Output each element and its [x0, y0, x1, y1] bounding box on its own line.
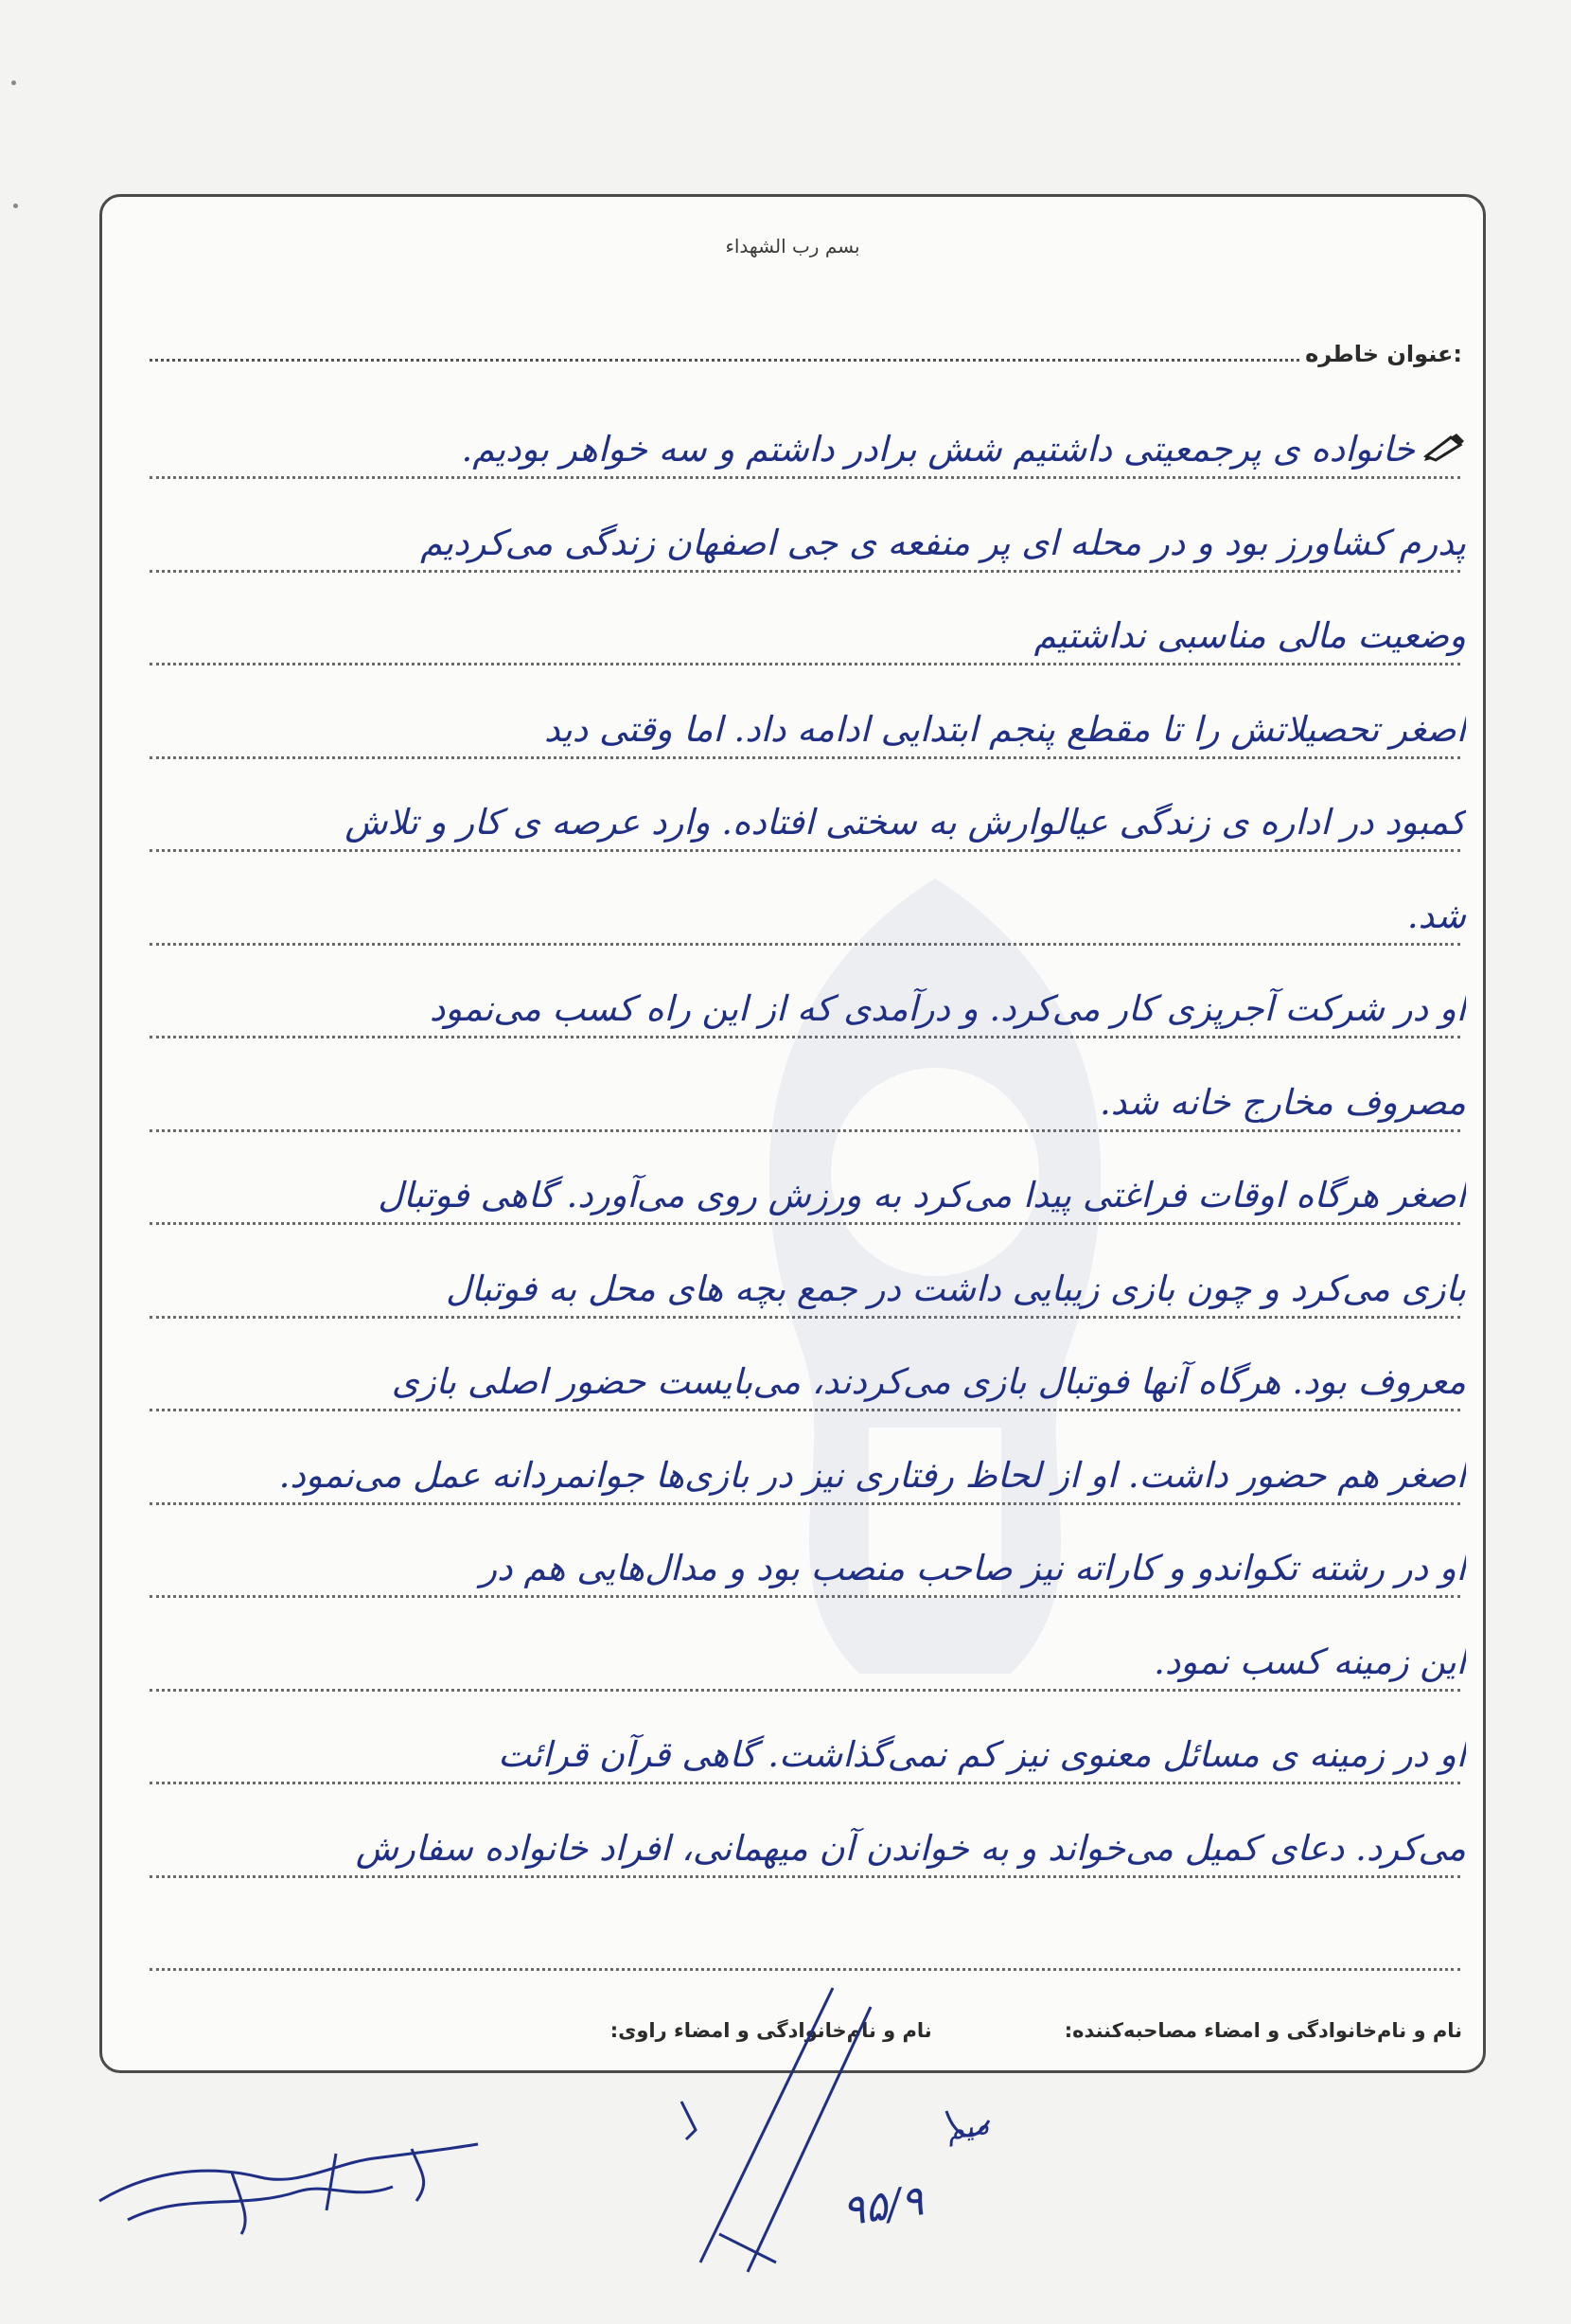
handwritten-line: او در زمینه ی مسائل معنوی نیز کم نمی‌گذاشت. گاهی قرآن قرائت — [498, 1734, 1466, 1775]
handwritten-line: وضعیت مالی مناسبی نداشتیم — [1033, 615, 1466, 656]
ruled-line — [150, 1222, 1460, 1225]
ruled-line — [150, 1316, 1460, 1319]
pen-icon — [1422, 432, 1466, 462]
handwritten-line: خانواده ی پرجمعیتی داشتیم شش برادر داشتم و سه خواهر بودیم. — [461, 429, 1415, 470]
ruled-line — [150, 1502, 1460, 1505]
handwritten-line: بازی می‌کرد و چون بازی زیبایی داشت در جمع بچه های محل به فوتبال — [445, 1268, 1466, 1309]
ruled-line — [150, 849, 1460, 852]
form-number: ۹۵/۹ — [838, 2176, 927, 2236]
ruled-line — [150, 1782, 1460, 1784]
ruled-line — [150, 476, 1460, 479]
handwritten-line: معروف بود. هرگاه آنها فوتبال بازی می‌کردند، می‌بایست حضور اصلی بازی — [391, 1361, 1466, 1402]
ruled-line — [150, 570, 1460, 573]
memoir-title-label: عنوان خاطره: — [1305, 341, 1462, 367]
handwritten-line: او در شرکت آجرپزی کار می‌کرد. و درآمدی که از این راه کسب می‌نمود — [429, 988, 1466, 1029]
initials-mark: میم — [944, 2107, 992, 2148]
basmala-header: بسم رب الشهداء — [725, 235, 860, 257]
narrator-signature-label: نام و نام‌خانوادگی و امضاء راوی: — [609, 2019, 932, 2042]
handwritten-line: او در رشته تکواندو و کاراته نیز صاحب منصب بود و مدال‌هایی هم در — [480, 1548, 1466, 1588]
page-edge-mark — [11, 80, 16, 85]
ruled-line — [150, 1968, 1460, 1971]
ruled-line — [150, 1689, 1460, 1692]
handwritten-line: کمبود در اداره ی زندگی عیالوارش به سختی افتاده. وارد عرصه ی کار و تلاش — [344, 802, 1466, 843]
handwritten-line: اصغر هرگاه اوقات فراغتی پیدا می‌کرد به ورزش روی می‌آورد. گاهی فوتبال — [378, 1175, 1466, 1215]
handwritten-line: پدرم کشاورز بود و در محله ای پر منفعه ی جی اصفهان زندگی می‌کردیم — [420, 522, 1466, 563]
handwritten-line: مصروف مخارج خانه شد. — [1099, 1081, 1466, 1123]
handwritten-line: می‌کرد. دعای کمیل می‌خواند و به خواندن آن میهمانی، افراد خانواده سفارش — [355, 1827, 1466, 1869]
ruled-line — [150, 1409, 1460, 1411]
interviewer-signature-label: نام و نام‌خانوادگی و امضاء مصاحبه‌کننده: — [1064, 2019, 1462, 2042]
memoir-title-row — [150, 341, 1462, 367]
memoir-title-field[interactable] — [150, 358, 1299, 362]
page-edge-mark — [13, 204, 18, 208]
ruled-line — [150, 1875, 1460, 1878]
handwritten-line: شد. — [1406, 895, 1466, 936]
memoir-form — [99, 194, 1486, 2073]
ruled-line — [150, 1595, 1460, 1598]
handwritten-line: اصغر تحصیلاتش را تا مقطع پنجم ابتدایی ادامه داد. اما وقتی دید — [544, 708, 1466, 750]
ruled-line — [150, 1036, 1460, 1038]
ruled-line — [150, 943, 1460, 946]
ruled-line — [150, 663, 1460, 665]
handwritten-line: اصغر هم حضور داشت. او از لحاظ رفتاری نیز در بازی‌ها جوانمردانه عمل می‌نمود. — [278, 1454, 1466, 1496]
ruled-line — [150, 756, 1460, 759]
narrator-signature — [90, 2135, 487, 2239]
ruled-line — [150, 1129, 1460, 1132]
interviewer-signature — [662, 1978, 1060, 2291]
handwritten-line: این زمینه کسب نمود. — [1154, 1641, 1466, 1682]
